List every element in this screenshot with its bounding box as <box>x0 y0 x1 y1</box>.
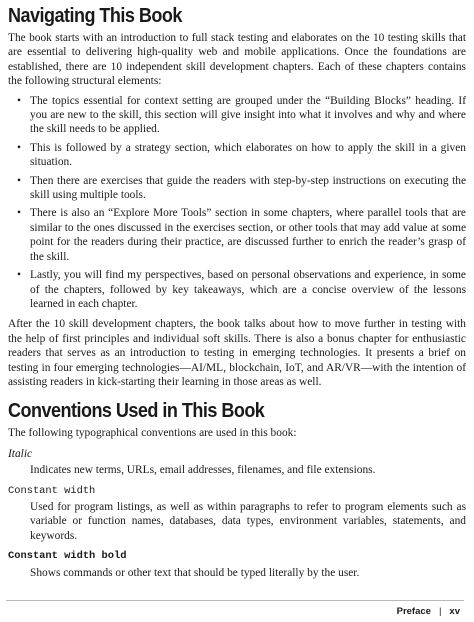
list-item <box>17 141 466 170</box>
list-item-text: Lastly, you will find my perspectives, based on personal observations and experience, in some of the chapters, followed by key takeaways, which are a concise overview of the lessons learned in each chapter. <box>30 269 466 310</box>
list-item-text: There is also an “Explore More Tools” section in some chapters, where parallel tools that are similar to the ones discussed in the exercises section, or other tools that may add value at some point for the readers during their practice, are discussed further to enrich the reader’s grasp of the skill. <box>30 207 466 263</box>
heading-navigating-this-book: Navigating This Book <box>8 4 182 27</box>
footer-section-label: Preface <box>396 606 431 617</box>
bullet-icon: • <box>17 269 21 282</box>
footer-separator: | <box>438 606 442 617</box>
bullet-icon: • <box>17 174 21 187</box>
convention-desc-constant-width-bold: Shows commands or other text that should be typed literally by the user. <box>30 566 360 579</box>
list-item <box>17 94 466 137</box>
structural-elements-list <box>8 94 466 312</box>
convention-term-constant-width: Constant width <box>8 484 96 497</box>
intro-paragraph: The book starts with an introduction to full stack testing and elaborates on the 10 testing skills that are essential to delivering high-quality web and mobile applications. Once the foundations are established, there are 10 independent skill development chapters. Each of these chapters contains the following structural elements: <box>8 32 466 88</box>
bullet-icon: • <box>17 141 21 154</box>
bullet-icon: • <box>17 207 21 220</box>
footer-divider <box>6 600 464 601</box>
after-chapters-paragraph: After the 10 skill development chapters, the book talks about how to move further in testing with the help of first principles and individual soft skills. There is also a bonus chapter for enthusiastic readers that serves as an introduction to testing in emerging technologies. It presents a brief on testing in four emerging technologies—AI/ML, blockchain, IoT, and AR/VR—with the intention of assisting readers in kick-starting their learning in those areas as well. <box>8 318 466 388</box>
conventions-list <box>8 447 466 580</box>
convention-desc-constant-width: Used for program listings, as well as within paragraphs to refer to program elements such as variable or function names, databases, data types, environment variables, statements, and keywords. <box>30 500 466 542</box>
list-item-text: The topics essential for context setting are grouped under the “Building Blocks” heading. If you are new to the skill, this section will give insight into what it involves and why and where the skill needs to be applied. <box>30 94 466 136</box>
page-content <box>8 4 466 580</box>
page-number: xv <box>449 606 460 617</box>
heading-conventions: Conventions Used in This Book <box>8 399 265 423</box>
page-footer <box>397 606 460 617</box>
convention-term-italic: Italic <box>8 447 33 460</box>
list-item-text: This is followed by a strategy section, which elaborates on how to apply the skill in a given situation. <box>30 141 466 169</box>
conventions-intro: The following typographical conventions are used in this book: <box>8 427 297 440</box>
convention-desc-italic: Indicates new terms, URLs, email addresses, filenames, and file extensions. <box>30 464 376 477</box>
convention-term-constant-width-bold: Constant width bold <box>8 550 127 563</box>
bullet-icon: • <box>17 94 21 107</box>
list-item-text: Then there are exercises that guide the readers with step-by-step instructions on executing the skill using multiple tools. <box>30 174 466 202</box>
list-item <box>17 268 466 311</box>
list-item <box>17 174 466 203</box>
list-item <box>17 206 466 264</box>
